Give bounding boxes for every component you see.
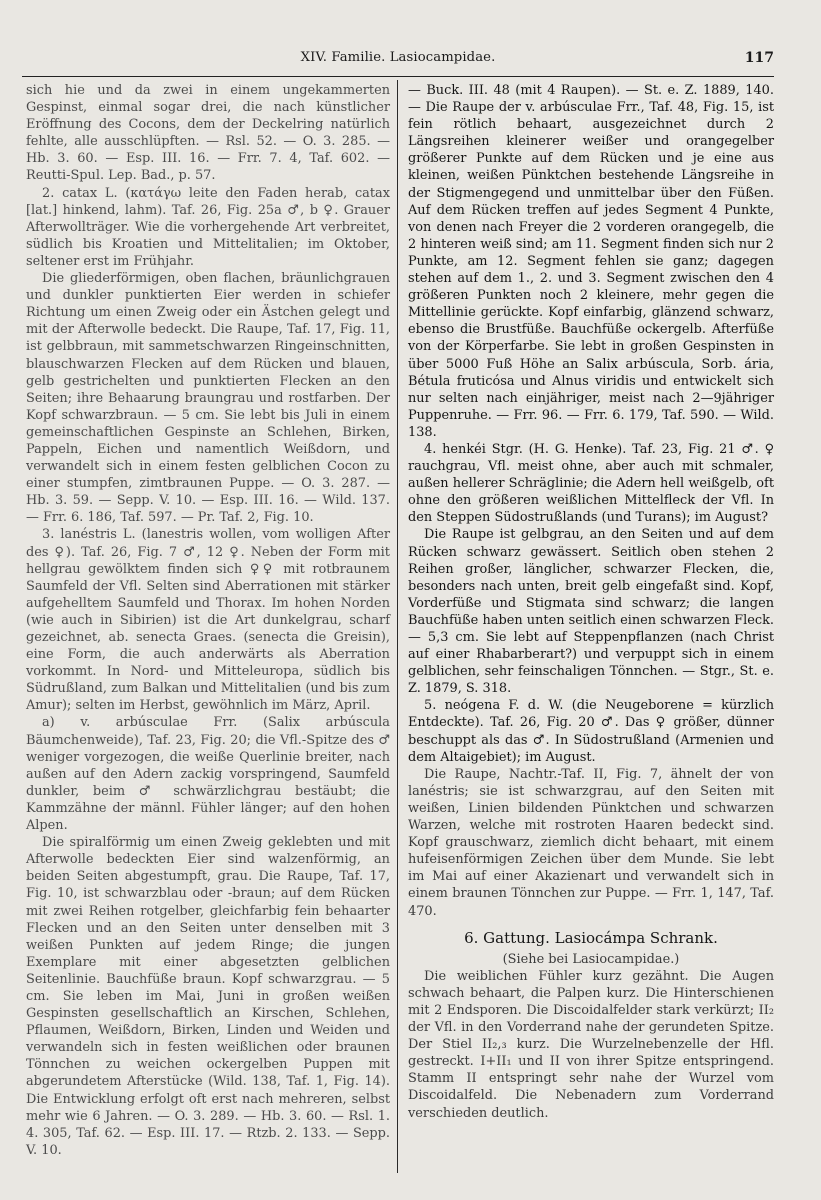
genus-heading: 6. Gattung. Lasiocámpa Schrank. xyxy=(464,928,718,947)
column-divider xyxy=(397,80,398,1173)
species-entry-henkei: 4. henkéi Stgr. (H. G. Henke). Taf. 23, Fig. 21 ♂. ♀ rauchgrau, Vfl. meist ohne, aber auch mit schmaler, außen hellerer Schräglinie; die Adern hell weißgelb, oft ohne den größeren weißlichen Mittelfleck der Vfl. In den Steppen Südostrußlands (und Turans); im August? xyxy=(408,441,774,526)
species-entry-catax: 2. catax L. (κατάγω leite den Faden herab, catax [lat.] hinkend, lahm). Taf. 26, Fig. 25a ♂, b ♀. Grauer Afterwollträger. Wie die vorhergehende Art verbreitet, südlich bis Kroatien und Mittelitalien; im Oktober, seltener erst im Frühjahr. xyxy=(26,185,390,269)
page-number: 117 xyxy=(744,50,774,66)
left-column xyxy=(26,82,390,1159)
paragraph: Die spiralförmig um einen Zweig geklebten und mit Afterwolle bedeckten Eier sind walzenförmig, an beiden Seiten abgestumpft, grau. Die Raupe, Taf. 17, Fig. 10, ist schwarzblau oder -braun; auf dem Rücken mit zwei Reihen rotgelber, gleichfarbig fein behaarter Flecken und an den Seiten unter denselben mit 3 weißen Punkten auf jedem Ringe; die jungen Exemplare mit einer abgesetzten gelblichen Seitenlinie. Bauchfüße braun. Kopf schwarzgrau. — 5 cm. Sie leben im Mai, Juni in großen weißen Gespinsten gesellschaftlich an Kirschen, Schlehen, Pflaumen, Weißdorn, Birken, Linden und Weiden und verwandeln sich in festen weißlichen oder braunen Tönnchen zu weichen ockergelben Puppen mit abgerundetem Afterstücke (Wild. 138, Taf. 1, Fig. 14). Die Entwicklung erfolgt oft erst nach mehreren, selbst mehr wie 6 Jahren. — O. 3. 289. — Hb. 3. 60. — Rsl. 1. 4. 305, Taf. 62. — Esp. III. 17. — Rtzb. 2. 133. — Sepp. V. 10. xyxy=(26,835,390,1158)
variety-entry-arbusculae: a) v. arbúsculae Frr. (Salix arbúscula Bäumchenweide), Taf. 23, Fig. 20; die Vfl.-Spitze des ♂ weniger vorgezogen, die weiße Querlinie breiter, nach außen auf den Adern zackig vorspringend, Saumfeld dunkler, beim ♂ schwärzlichgrau bestäubt; die Kammzähne der männl. Fühler länger; auf den hohen Alpen. xyxy=(26,715,390,834)
paragraph: — Buck. III. 48 (mit 4 Raupen). — St. e. Z. 1889, 140. — Die Raupe der v. arbúsculae Frr., Taf. 48, Fig. 15, ist fein rötlich behaart, ausgezeichnet durch 2 Längsreihen kleinerer weißer und orangegelber größerer Punkte auf dem Rücken und je eine aus kleinen, weißen Pünktchen bestehende Längsreihe in der Stigmengegend und unmittelbar über den Füßen. Auf dem Rücken treffen auf jedes Segment 4 Punkte, von denen nach Freyer die 2 vorderen orangegelb, die 2 hinteren weiß sind; am 11. Segment finden sich nur 2 Punkte, am 12. Segment fehlen sie ganz; dagegen stehen auf dem 1., 2. und 3. Segment zwischen den 4 größeren Punkten noch 2 kleinere, mehr gegen die Mittellinie gerückte. Kopf einfarbig, glänzend schwarz, ebenso die Brustfüße. Bauchfüße ockergelb. Afterfüße von der Körperfarbe. Sie lebt in großen Gespinsten in über 5000 Fuß Höhe an Salix arbúscula, Sorb. ária, Bétula fruticósa und Alnus viridis und entwickelt sich nur selten nach einjähriger, meist nach 2—9jähriger Puppenruhe. — Frr. 96. — Frr. 6. 179, Taf. 590. — Wild. 138. xyxy=(408,83,774,440)
paragraph: sich hie und da zwei in einem ungekammerten Gespinst, einmal sogar drei, die nach künstlicher Eröffnung des Cocons, dem der Deckelring natürlich fehlte, alle ausschlüpften. — Rsl. 52. — O. 3. 285. — Hb. 3. 60. — Esp. III. 16. — Frr. 7. 4, Taf. 602. — Reutti-Spul. Lep. Bad., p. 57. xyxy=(26,83,390,184)
genus-description: Die weiblichen Fühler kurz gezähnt. Die Augen schwach behaart, die Palpen kurz. Die Hinterschienen mit 2 Endsporen. Die Discoidalfelder stark verkürzt; II₂ der Vfl. in den Vorderrand nahe der gerundeten Spitze. Der Stiel II₂,₃ kurz. Die Wurzelnebenzelle der Hfl. gestreckt. I+II₁ und II von ihrer Spitze entspringend. Stamm II entspringt sehr nahe der Wurzel vom Discoidalfeld. Die Nebenadern zum Vorderrand verschieden deutlich. xyxy=(408,968,774,1121)
paragraph: Die Raupe ist gelbgrau, an den Seiten und auf dem Rücken schwarz gewässert. Seitlich oben stehen 2 Reihen großer, länglicher, schwarzer Flecken, die, besonders nach unten, breit gelb eingefaßt sind. Kopf, Vorderfüße und Stigmata sind schwarz; die langen Bauchfüße haben unten seitlich einen schwarzen Fleck. — 5,3 cm. Sie lebt auf Steppenpflanzen (nach Christ auf einer Rhabarberart?) und verpuppt sich in einem gelblichen, sehr feinschaligen Tönnchen. — Stgr., St. e. Z. 1879, S. 318. xyxy=(408,527,774,697)
running-header xyxy=(22,48,774,72)
right-column xyxy=(408,82,774,1122)
species-entry-neogena: 5. neógena F. d. W. (die Neugeborene = kürzlich Entdeckte). Taf. 26, Fig. 20 ♂. Das ♀ größer, dünner beschuppt als das ♂. In Südostrußland (Armenien und dem Altaigebiet); im August. xyxy=(408,698,774,765)
running-title: XIV. Familie. Lasiocampidae. xyxy=(300,50,496,65)
genus-subheading: (Siehe bei Lasiocampidae.) xyxy=(502,951,680,967)
species-entry-lanestris: 3. lanéstris L. (lanestris wollen, vom wolligen After des ♀). Taf. 26, Fig. 7 ♂, 12 ♀. Neben der Form mit hellgrau gewölktem finden sich ♀♀ mit rotbraunem Saumfeld der Vfl. Selten sind Aberrationen mit stärker aufgehelltem Saumfeld und Thorax. Im hohen Norden (wie auch in Sibirien) ist die Art dunkelgrau, scharf gezeichnet, ab. senecta Graes. (senecta die Greisin), eine Form, die auch anderwärts als Aberration vorkommt. In Nord- und Mitteleuropa, südlich bis Südrußland, zum Balkan und Mittelitalien (und bis zum Amur); selten im Herbst, gewöhnlich im März, April. xyxy=(26,527,390,714)
paragraph: Die Raupe, Nachtr.-Taf. II, Fig. 7, ähnelt der von lanéstris; sie ist schwarzgrau, auf den Seiten mit weißen, Linien bildenden Pünktchen und schwarzen Warzen, welche mit rostroten Haaren bedeckt sind. Kopf grauschwarz, ziemlich dicht behaart, mit einem hufeisenförmigen Zeichen über dem Munde. Sie lebt im Mai auf einer Akazienart und verwandelt sich in einem braunen Tönnchen zur Puppe. — Frr. 1, 147, Taf. 470. xyxy=(408,766,774,919)
header-rule xyxy=(22,76,774,77)
paragraph: Die gliederförmigen, oben flachen, bräunlichgrauen und dunkler punktierten Eier werden in schiefer Richtung um einen Zweig oder ein Ästchen gelegt und mit der Afterwolle bedeckt. Die Raupe, Taf. 17, Fig. 11, ist gelbbraun, mit sammetschwarzen Ringeinschnitten, blauschwarzen Flecken auf dem Rücken und blauen, gelb gestrichelten und punktierten Flecken an den Seiten; ihre Behaarung braungrau und rostfarben. Der Kopf schwarzbraun. — 5 cm. Sie lebt bis Juli in einem gemeinschaftlichen Gespinste an Schlehen, Birken, Pappeln, Eichen und namentlich Weißdorn, und verwandelt sich in einem festen gelblichen Cocon zu einer stumpfen, zimtbraunen Puppe. — O. 3. 287. — Hb. 3. 59. — Sepp. V. 10. — Esp. III. 16. — Wild. 137. — Frr. 6. 186, Taf. 597. — Pr. Taf. 2, Fig. 10. xyxy=(26,271,390,526)
